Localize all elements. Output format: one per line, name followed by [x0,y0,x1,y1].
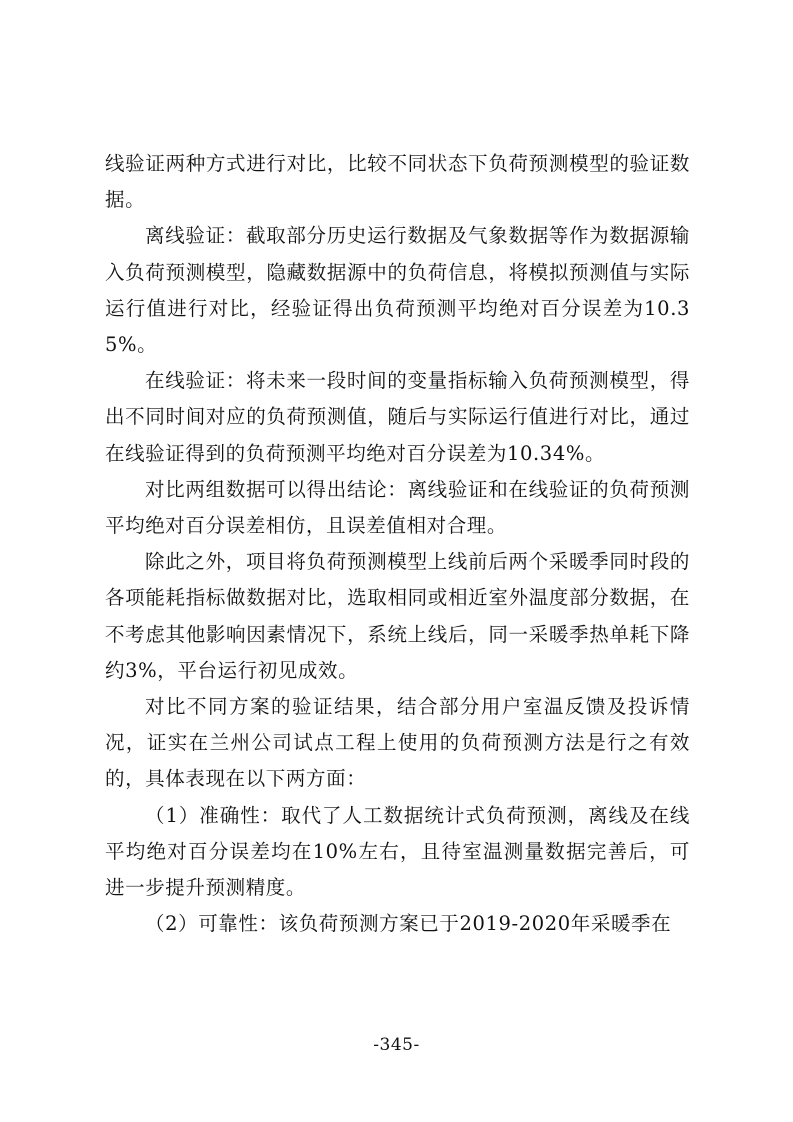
paragraph-offline-validation: 离线验证：截取部分历史运行数据及气象数据等作为数据源输入负荷预测模型，隐藏数据源中的负荷信息，将模拟预测值与实际运行值进行对比，经验证得出负荷预测平均绝对百分误差为10.35%。 [105,224,690,357]
paragraph-online-validation: 在线验证：将未来一段时间的变量指标输入负荷预测模型，得出不同时间对应的负荷预测值，随后与实际运行值进行对比，通过在线验证得到的负荷预测平均绝对百分误差为10.34%。 [105,369,690,465]
paragraph-reliability: （2）可靠性：该负荷预测方案已于2019-2020年采暖季在 [145,912,672,936]
body-text [105,146,690,942]
paragraph-energy-indicators: 除此之外，项目将负荷预测模型上线前后两个采暖季同时段的各项能耗指标做数据对比，选取相同或相近室外温度部分数据，在不考虑其他影响因素情况下，系统上线后，同一采暖季热单耗下降约3%，平台运行初见成效。 [105,550,690,682]
paragraph-comparison-conclusion: 对比两组数据可以得出结论：离线验证和在线验证的负荷预测平均绝对百分误差相仿，且误差值相对合理。 [105,477,690,538]
paragraph-validation-results: 对比不同方案的验证结果，结合部分用户室温反馈及投诉情况，证实在兰州公司试点工程上使用的负荷预测方法是行之有效的，具体表现在以下两方面： [105,695,690,791]
paragraph-accuracy: （1）准确性：取代了人工数据统计式负荷预测，离线及在线平均绝对百分误差均在10%左右，且待室温测量数据完善后，可进一步提升预测精度。 [105,803,690,900]
page-number: -345- [373,1035,420,1055]
paragraph-1: 线验证两种方式进行对比，比较不同状态下负荷预测模型的验证数据。 [105,152,690,212]
